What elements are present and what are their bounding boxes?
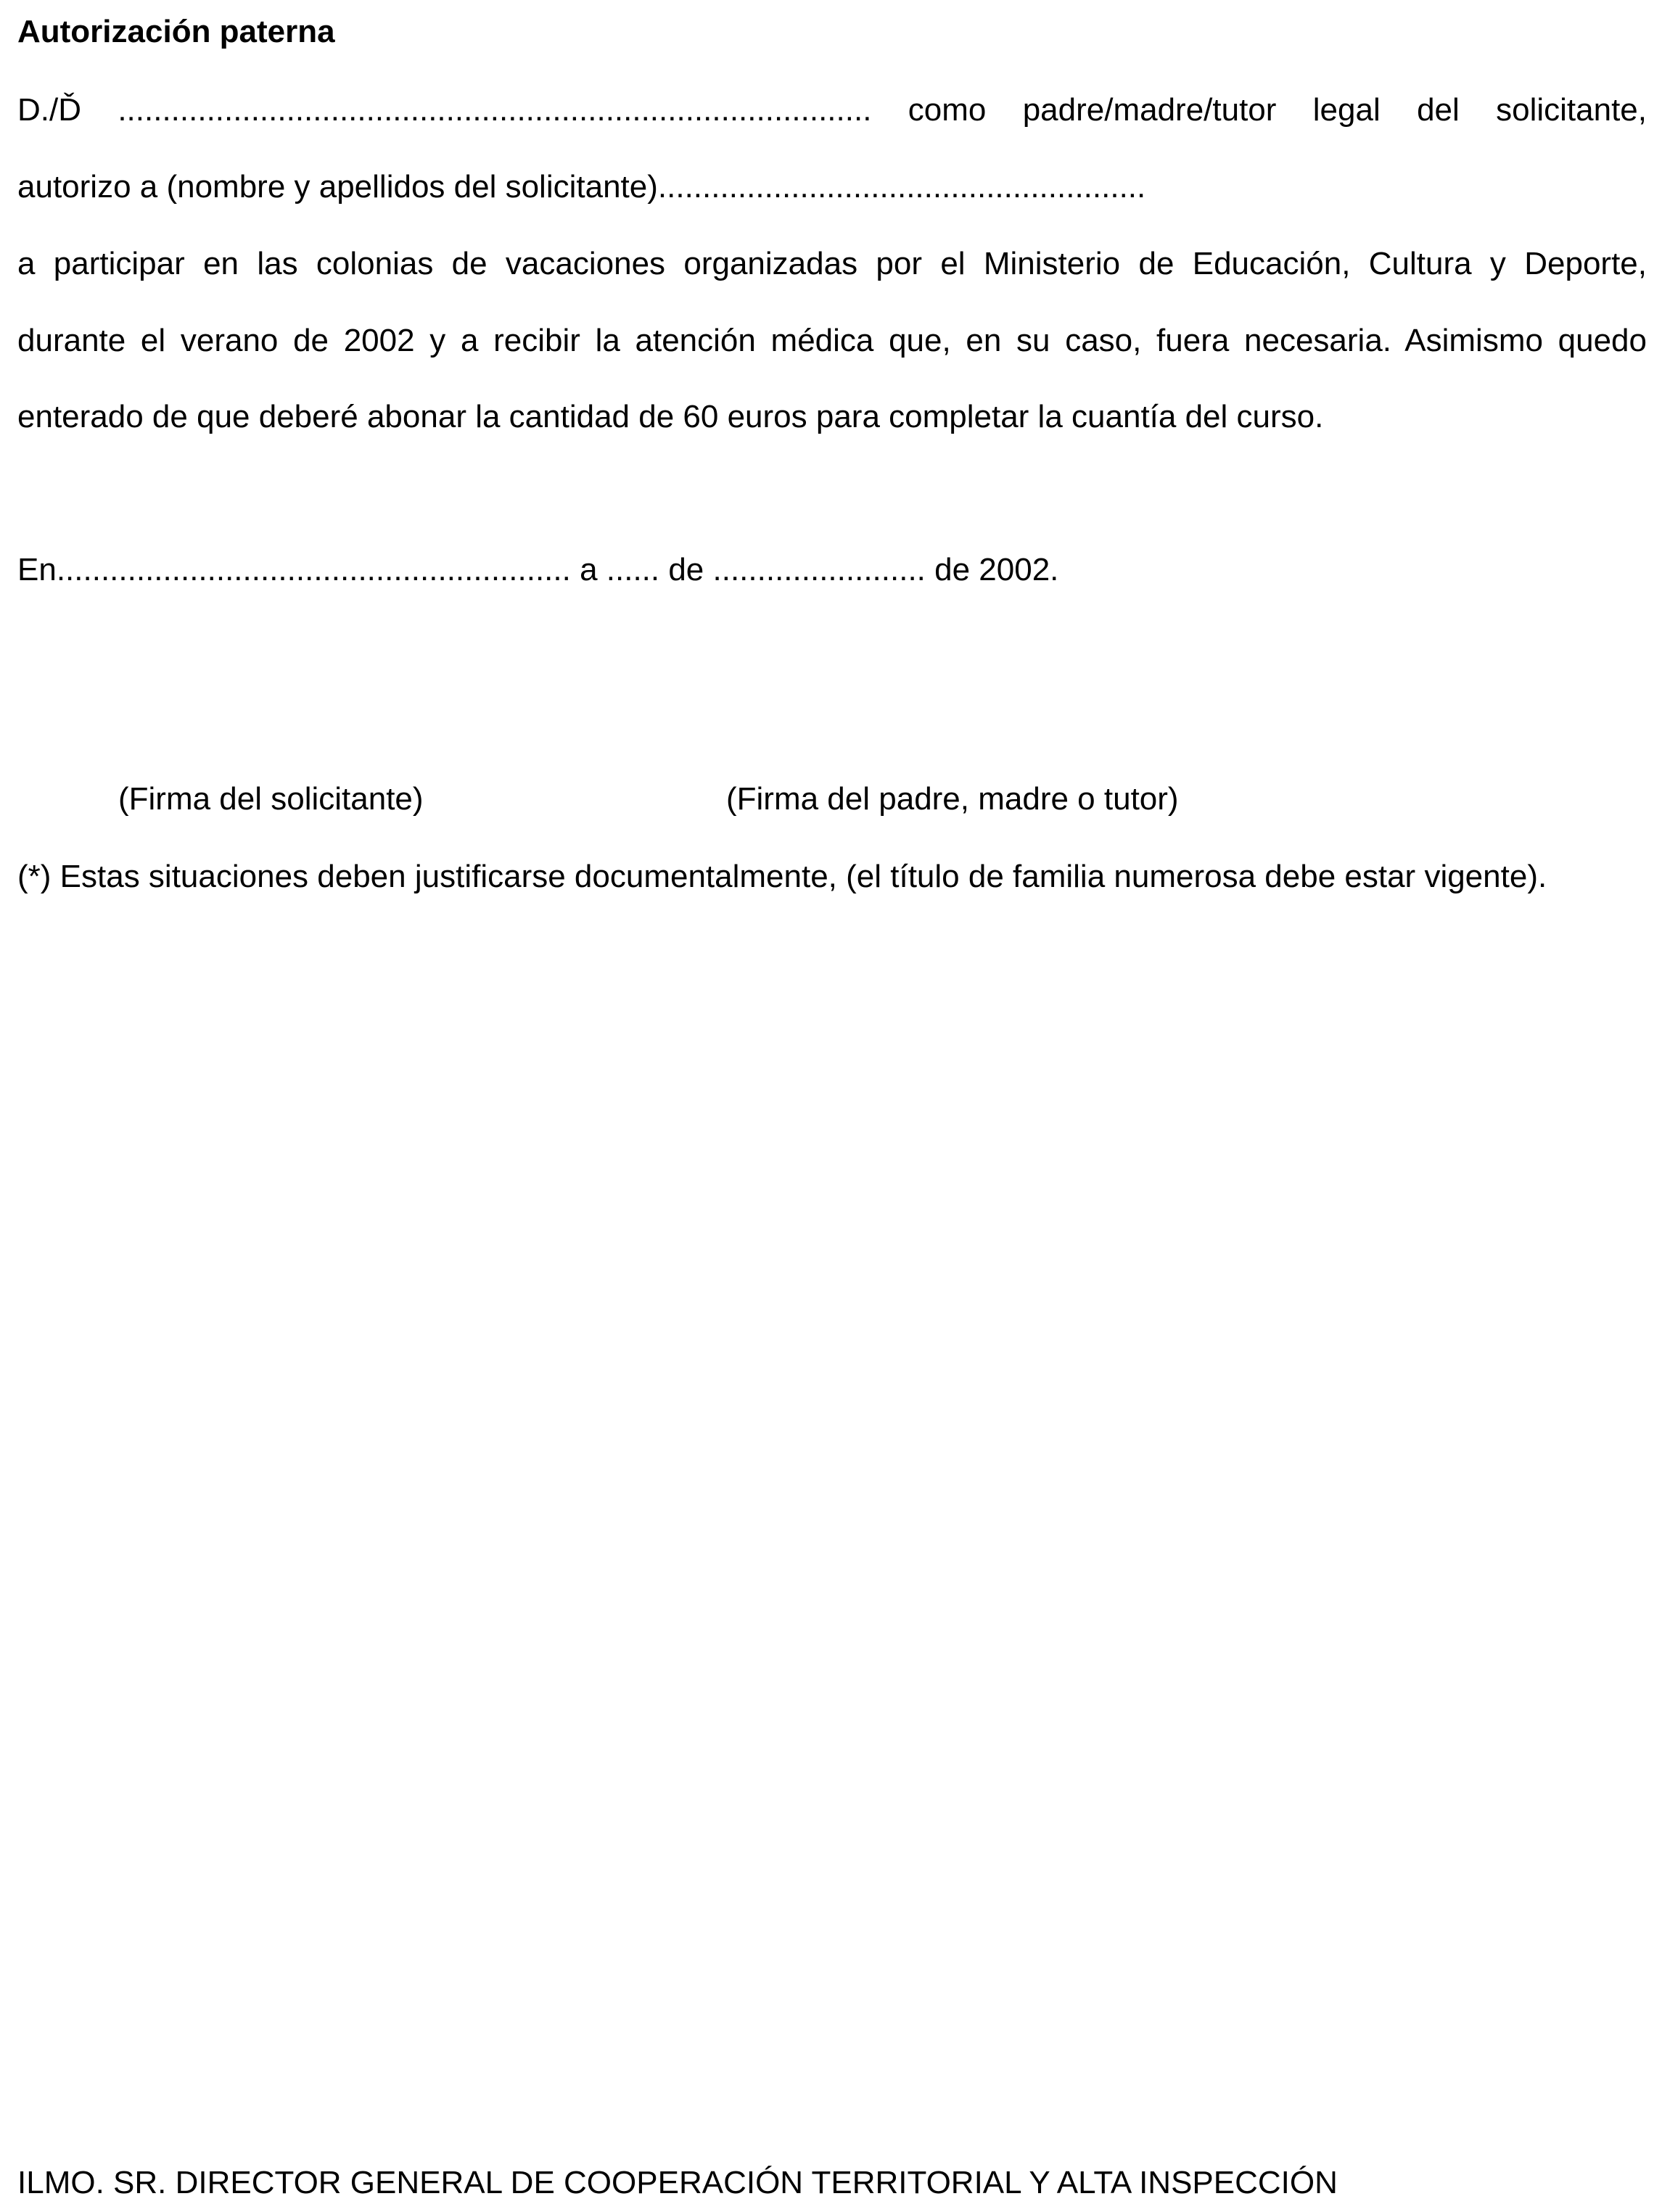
applicant-name-line: autorizo a (nombre y apellidos del solicitante)....................................................... bbox=[17, 169, 1146, 205]
footnote: (*) Estas situaciones deben justificarse documentalmente, (el título de familia numerosa debe estar vigente). bbox=[17, 859, 1547, 894]
authorization-text-line-1: a participar en las colonias de vacaciones organizadas por el Ministerio de Educación, Cultura y Deporte, bbox=[17, 246, 1647, 281]
parent-name-line: D./Ď ..................................................................................... como padre/madre/tutor legal del solicitante, bbox=[17, 92, 1647, 128]
addressee: ILMO. SR. DIRECTOR GENERAL DE COOPERACIÓN TERRITORIAL Y ALTA INSPECCIÓN bbox=[17, 2165, 1338, 2200]
place-date-line: En.......................................................... a ...... de ........................ de 2002. bbox=[17, 552, 1059, 587]
parent-signature-label: (Firma del padre, madre o tutor) bbox=[726, 781, 1179, 817]
document-title: Autorización paterna bbox=[17, 14, 335, 49]
authorization-text-line-3: enterado de que deberé abonar la cantidad de 60 euros para completar la cuantía del curso. bbox=[17, 399, 1324, 434]
applicant-signature-label: (Firma del solicitante) bbox=[118, 781, 424, 817]
authorization-text-line-2: durante el verano de 2002 y a recibir la atención médica que, en su caso, fuera necesaria. Asimismo quedo bbox=[17, 323, 1647, 358]
